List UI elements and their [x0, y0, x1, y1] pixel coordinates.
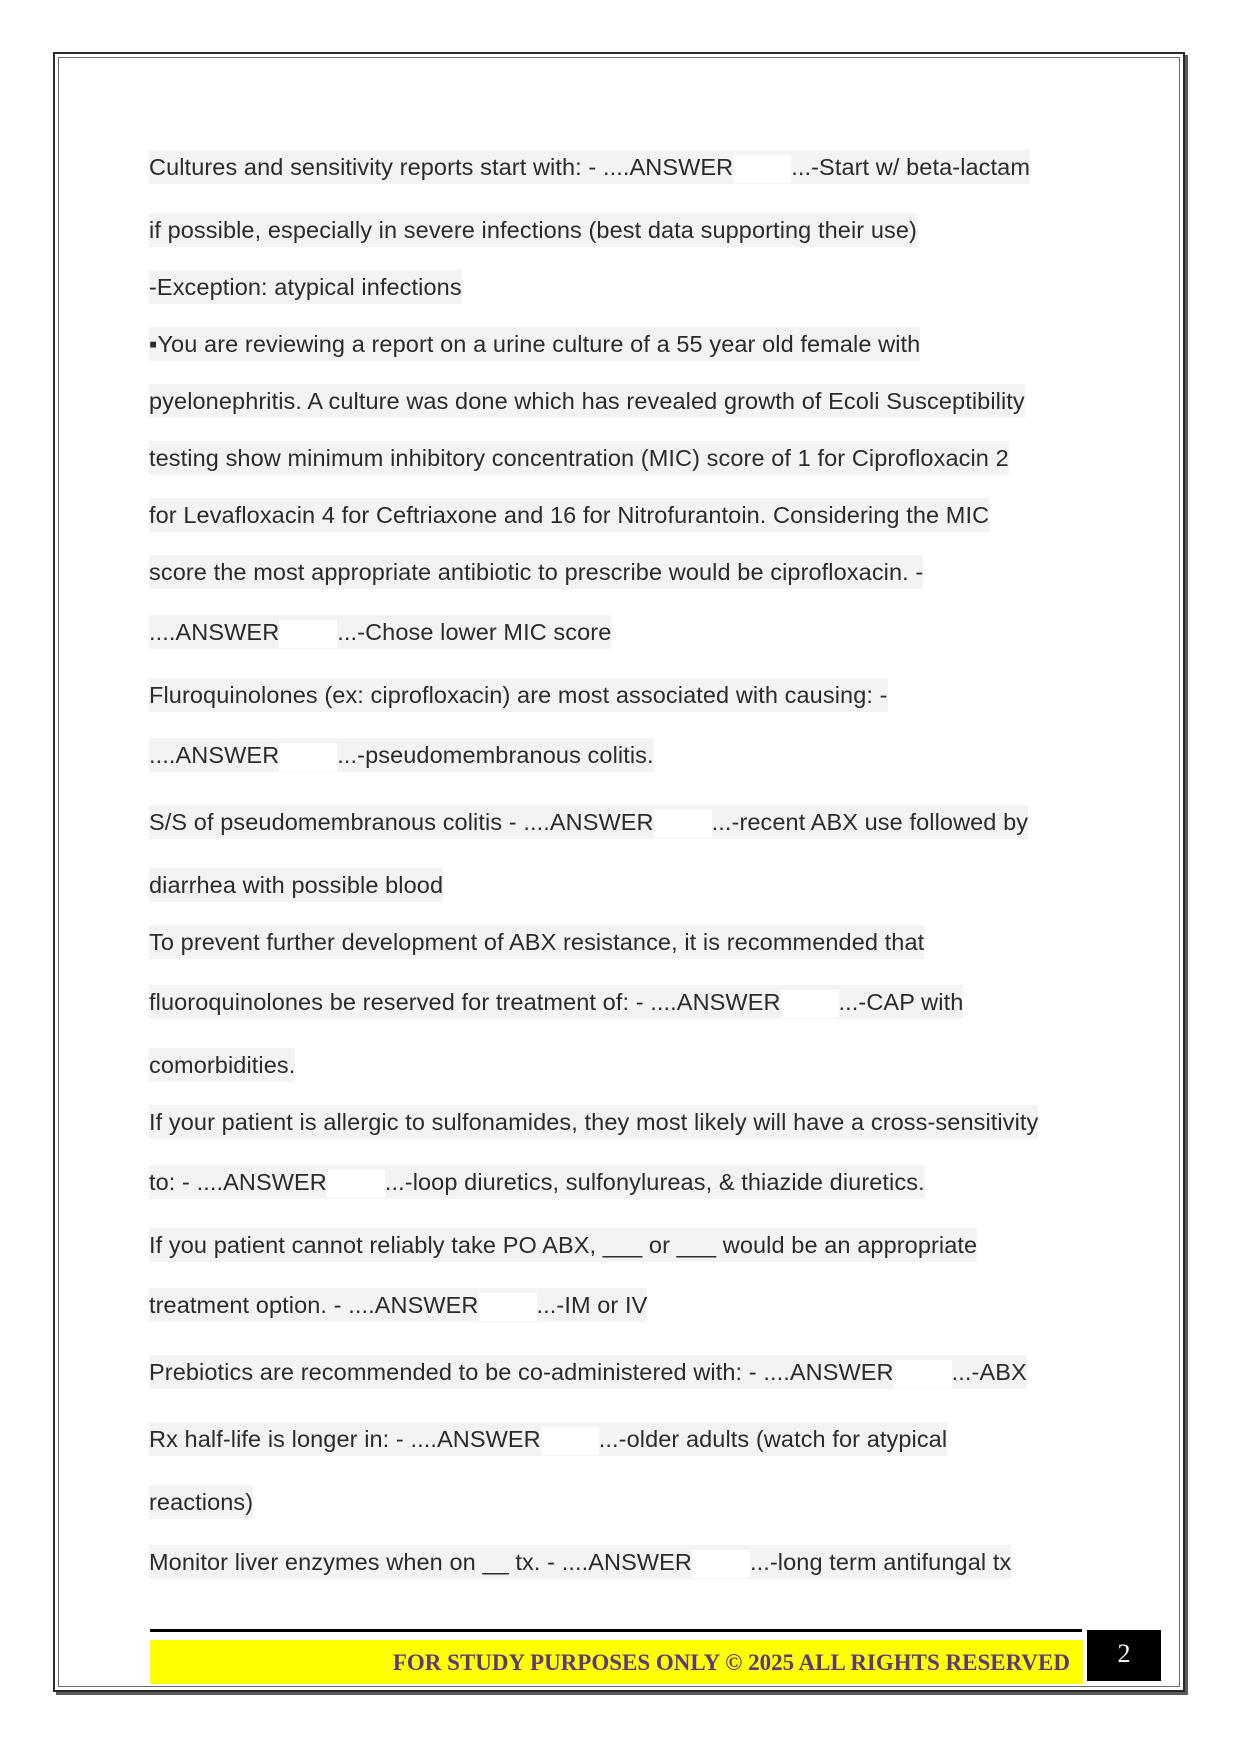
line-text: If you patient cannot reliably take PO ABX, ___ or ___ would be an appropriate — [149, 1232, 978, 1258]
question-text: to: - ....ANSWER — [149, 1169, 327, 1195]
answer-text: ...-pseudomembranous colitis. — [337, 742, 654, 768]
bullet-icon: ▪ — [149, 331, 158, 357]
line-text: You are reviewing a report on a urine culture of a 55 year old female with — [157, 331, 921, 357]
answer-gap — [327, 1170, 385, 1198]
text-line — [149, 678, 888, 712]
text-line — [149, 1048, 295, 1082]
answer-text: ...-Start w/ beta-lactam — [791, 154, 1031, 180]
line-text: To prevent further development of ABX resistance, it is recommended that — [149, 929, 925, 955]
page-number: 2 — [1087, 1630, 1161, 1681]
line-text: for Levafloxacin 4 for Ceftriaxone and 16 for Nitrofurantoin. Considering the MIC — [149, 502, 990, 528]
answer-gap — [541, 1427, 599, 1455]
text-line — [149, 384, 1025, 418]
text-line — [149, 1165, 925, 1199]
answer-gap — [781, 990, 839, 1018]
answer-text: ...-Chose lower MIC score — [337, 619, 612, 645]
text-line — [149, 615, 611, 649]
line-text: score the most appropriate antibiotic to prescribe would be ciprofloxacin. - — [149, 559, 924, 585]
text-line — [149, 985, 963, 1019]
answer-gap — [894, 1360, 952, 1388]
text-line — [149, 441, 1009, 475]
answer-text: ...-loop diuretics, sulfonylureas, & thiazide diuretics. — [384, 1169, 925, 1195]
line-text: pyelonephritis. A culture was done which has revealed growth of Ecoli Susceptibility — [149, 388, 1025, 414]
line-text: If your patient is allergic to sulfonamides, they most likely will have a cross-sensitivity — [149, 1109, 1039, 1135]
line-text: -Exception: atypical infections — [149, 274, 462, 300]
line-text: testing show minimum inhibitory concentration (MIC) score of 1 for Ciprofloxacin 2 — [149, 445, 1009, 471]
answer-gap — [692, 1550, 750, 1578]
text-line — [149, 738, 654, 772]
answer-text: ...-recent ABX use followed by — [711, 809, 1029, 835]
text-line — [149, 1485, 253, 1519]
text-line — [149, 1355, 1027, 1389]
question-text: ....ANSWER — [149, 742, 280, 768]
text-line — [149, 805, 1028, 839]
line-text: Fluroquinolones (ex: ciprofloxacin) are most associated with causing: - — [149, 682, 888, 708]
line-text: reactions) — [149, 1489, 254, 1515]
text-line — [149, 1545, 1011, 1579]
footer-rule — [150, 1629, 1082, 1632]
question-text: fluoroquinolones be reserved for treatment of: - ....ANSWER — [149, 989, 781, 1015]
answer-text: ...-long term antifungal tx — [749, 1549, 1012, 1575]
text-line — [149, 868, 443, 902]
text-line — [149, 555, 923, 589]
text-line — [149, 925, 924, 959]
answer-gap — [479, 1293, 537, 1321]
question-text: Monitor liver enzymes when on __ tx. - ....ANSWER — [149, 1549, 692, 1575]
text-line — [149, 1288, 647, 1322]
answer-text: ...-ABX — [951, 1359, 1027, 1385]
answer-text: ...-CAP with — [838, 989, 964, 1015]
text-line — [149, 327, 920, 361]
question-text: Cultures and sensitivity reports start with: - ....ANSWER — [149, 154, 734, 180]
line-text: diarrhea with possible blood — [149, 872, 444, 898]
text-line — [149, 213, 917, 247]
answer-gap — [279, 743, 337, 771]
question-text: Rx half-life is longer in: - ....ANSWER — [149, 1426, 541, 1452]
line-text: if possible, especially in severe infections (best data supporting their use) — [149, 217, 917, 243]
text-line — [149, 1422, 947, 1456]
answer-text: ...-IM or IV — [536, 1292, 648, 1318]
text-line — [149, 1228, 977, 1262]
question-text: S/S of pseudomembranous colitis - ....ANSWER — [149, 809, 654, 835]
question-text: ....ANSWER — [149, 619, 280, 645]
text-line — [149, 1105, 1038, 1139]
text-line — [149, 498, 989, 532]
text-line — [149, 270, 462, 304]
text-line — [149, 150, 1030, 184]
line-text: comorbidities. — [149, 1052, 296, 1078]
answer-gap — [279, 620, 337, 648]
footer-copyright: FOR STUDY PURPOSES ONLY © 2025 ALL RIGHTS RESERVED — [392, 1650, 1070, 1675]
answer-text: ...-older adults (watch for atypical — [598, 1426, 948, 1452]
answer-gap — [733, 155, 791, 183]
question-text: Prebiotics are recommended to be co-administered with: - ....ANSWER — [149, 1359, 894, 1385]
question-text: treatment option. - ....ANSWER — [149, 1292, 479, 1318]
answer-gap — [654, 810, 712, 838]
